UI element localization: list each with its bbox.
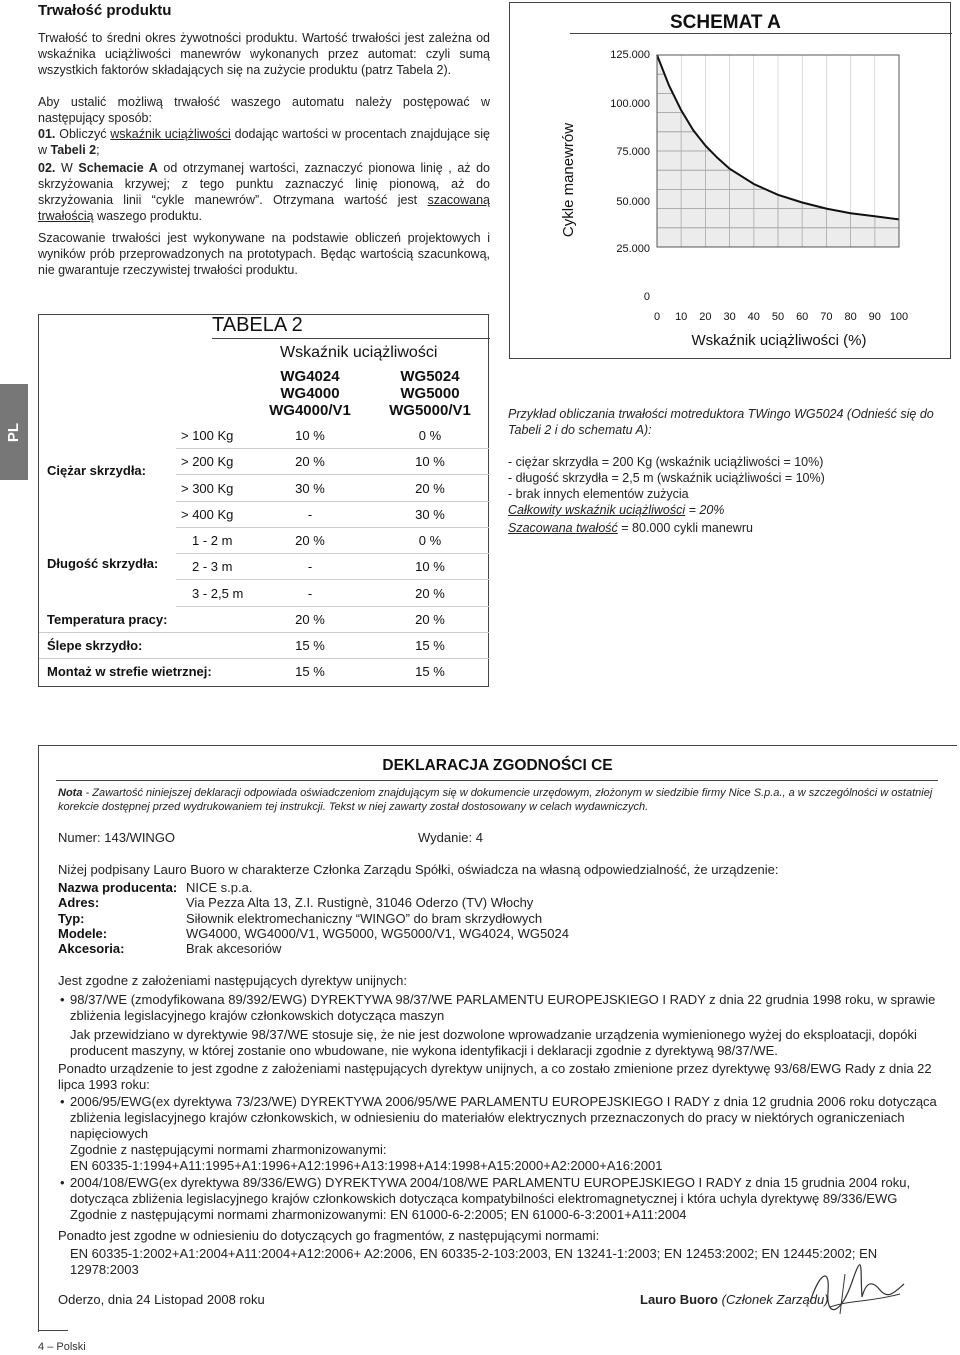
number-label: Numer: (58, 830, 101, 845)
table-cell-col1: 20 % (295, 533, 325, 548)
page-number: 4 (38, 1341, 45, 1353)
table-cell-col2: 15 % (415, 638, 445, 653)
table-2-group-header: Wskaźnik uciążliwości (280, 344, 438, 361)
bullet-icon: • (60, 992, 65, 1007)
field-value: Brak akcesoriów (186, 941, 282, 956)
footer-language: Polski (56, 1341, 86, 1353)
y-tick-label: 125.000 (610, 49, 650, 61)
x-tick-label: 50 (771, 311, 785, 323)
field-value: Via Pezza Alta 13, Z.I. Rustignè, 31046 Oderzo (TV) Włochy (186, 895, 534, 910)
table-row-label: Ciężar skrzydła: (47, 463, 146, 478)
x-tick-label: 80 (844, 311, 857, 323)
step-2-quote: cykle manewrów (155, 193, 256, 207)
table-cell-col1: 20 % (295, 454, 325, 469)
table-cell-col2: 20 % (415, 586, 445, 601)
procedure-intro: Aby ustalić możliwą trwałość waszego automatu należy postępować w następujący sposób: (38, 95, 490, 125)
section-title: Trwałość produktu (38, 2, 172, 19)
procedure-paragraph (38, 94, 490, 224)
example-total-value: = 20% (688, 503, 725, 517)
example-list (508, 454, 960, 536)
step-1-number: 01. (38, 127, 56, 141)
example-estimate-label: Szacowana twałość (508, 521, 618, 535)
estimate-paragraph: Szacowanie trwałości jest wykonywane na podstawie obliczeń projektowych i wyników prób przeprowadzonych na prototypach. Będąc wartością szacunkową, nie gwarantuje rzeczywistej trwałości produktu. (38, 231, 490, 277)
fragments-norms: EN 60335-1:2002+A1:2004+A11:2004+A12:2006+ A2:2006, EN 60335-2-103:2003, EN 13241-1:2003; EN 12453:2002; EN 12445:2002; EN 12978:2003 (70, 1246, 878, 1277)
directive-2: 2006/95/EWG(ex dyrektywa 73/23/WE) DYREKTYWA 2006/95/WE PARLAMENTU EUROPEJSKIEGO I RADY z dnia 12 grudnia 2006 roku dotycząca zbliżenia legislacyjnego krajów członkowskich, w odniesieniu do materiałów elektrycznych przeznaczonych do pracy w niektórych ograniczeniach napięciowych (70, 1094, 937, 1141)
field-label: Akcesoria: (58, 941, 125, 956)
table-row-divider (39, 658, 489, 659)
table-cell-col1: 30 % (295, 481, 325, 496)
field-value: WG4000, WG4000/V1, WG5000, WG5000/V1, WG4024, WG5024 (186, 926, 569, 941)
field-value: NICE s.p.a. (186, 880, 253, 895)
table-row-condition: 1 - 2 m (192, 533, 233, 548)
model-wg4000: WG4000 (280, 385, 340, 402)
table-row-label: Długość skrzydła: (47, 556, 159, 571)
field-label: Typ: (58, 911, 85, 926)
directive-2-norms: EN 60335-1:1994+A11:1995+A1:1996+A12:1996+A13:1998+A14:1998+A15:2000+A2:2000+A16:2001 (70, 1158, 663, 1173)
edition-value: 4 (475, 830, 483, 845)
table-row-divider (176, 606, 489, 607)
step-2: 02. W Schemacie A od otrzymanej wartości, zaznaczyć pionowa linię , aż do skrzyżowania krzywej; z tego punktu zaznaczyć linię pionową, aż do skrzyżowania linii “cykle manewrów”. Otrzymana wartość jest szacowaną trwałością waszego produktu. (38, 161, 490, 223)
step-2-underlined: szacowaną trwałością (38, 193, 490, 223)
field-label: Nazwa producenta: (58, 880, 178, 895)
step-1-ref: Tabeli 2 (50, 143, 97, 157)
x-tick-label: 20 (699, 311, 712, 323)
table-cell-col1: 15 % (295, 638, 325, 653)
table-row-condition: > 300 Kg (181, 481, 234, 496)
directive-1-note: Jak przewidziano w dyrektywie 98/37/WE stosuje się, że nie jest dozwolone wprowadzanie urządzenia wymienionego wyżej do eksploatacji, dopóki producent maszyny, w której zostanie ono wbudowane, nie wykona identyfikacji i deklaracji zgodnie z dyrektywą 98/37/WE. (70, 1027, 917, 1058)
model-wg5024: WG5024 (400, 368, 460, 385)
y-tick-label: 75.000 (616, 146, 650, 158)
step-1-end: ; (96, 143, 100, 157)
declaration-note (58, 786, 938, 814)
table-row-condition: 2 - 3 m (192, 559, 233, 574)
table-2-title: TABELA 2 (212, 314, 303, 336)
table-2-col2-header (370, 368, 490, 419)
language-code: PL (5, 422, 23, 442)
field-label: Modele: (58, 926, 108, 941)
footer-rule (38, 1330, 68, 1331)
signer-role: (Członek Zarządu) (721, 1292, 829, 1307)
y-tick-label: 25.000 (616, 243, 650, 255)
x-tick-label: 40 (747, 311, 760, 323)
x-tick-label: 10 (675, 311, 688, 323)
example-item: - długość skrzydła = 2,5 m (wskaźnik uciążliwości = 10%) (508, 471, 825, 485)
number-value: 143/WINGO (104, 830, 176, 845)
table-row-label: Temperatura pracy: (47, 612, 168, 627)
step-1-text-b: dodając wartości w procentach znajdujące się w (38, 127, 490, 157)
table-row-divider (176, 553, 489, 554)
bullet-icon: • (60, 1175, 65, 1190)
step-2-text-b: od otrzymanej wartości, zaznaczyć pionowa linię , aż do skrzyżowania krzywej; z tego punktu zaznaczyć linię pionową, aż do skrzyżowania linii (38, 161, 490, 207)
step-1-underlined: wskaźnik uciążliwości (110, 127, 231, 141)
table-cell-col1: 20 % (295, 612, 325, 627)
x-tick-label: 100 (889, 311, 909, 323)
conform-intro-2: Ponadto urządzenie to jest zgodne z założeniami następujących dyrektyw unijnych, a co zostało zmienione przez dyrektywę 93/68/EWG Rady z dnia 22 lipca 1993 roku: (58, 1061, 932, 1092)
field-value: Siłownik elektromechaniczny “WINGO” do bram skrzydłowych (186, 911, 543, 926)
fragments-intro: Ponadto jest zgodne w odniesieniu do dotyczących go fragmentów, z następującymi normami: (58, 1228, 600, 1243)
y-tick-label: 50.000 (616, 196, 650, 208)
model-wg4000-v1: WG4000/V1 (269, 402, 351, 419)
table-cell-col2: 10 % (415, 559, 445, 574)
schemat-a-chart (509, 2, 951, 359)
step-2-number: 02. (38, 161, 56, 175)
model-wg4024: WG4024 (280, 368, 340, 385)
x-tick-label: 30 (723, 311, 736, 323)
x-tick-label: 60 (796, 311, 809, 323)
table-cell-col2: 20 % (415, 481, 445, 496)
table-row-divider (176, 448, 489, 449)
signature-image (800, 1262, 910, 1322)
table-cell-col2: 0 % (418, 533, 442, 548)
table-cell-col1: - (307, 507, 313, 522)
table-row-label: Ślepe skrzydło: (47, 638, 143, 653)
example-total (508, 502, 960, 518)
table-cell-col2: 30 % (415, 507, 445, 522)
example-estimate-value: = 80.000 cykli manewru (621, 521, 753, 535)
table-cell-col1: 10 % (295, 428, 325, 443)
step-1 (38, 126, 490, 158)
conform-intro: Jest zgodne z założeniami następujących dyrektyw unijnych: (58, 973, 408, 988)
model-wg5000-v1: WG5000/V1 (389, 402, 471, 419)
bullet-icon: • (60, 1094, 65, 1109)
table-row-divider (176, 527, 489, 528)
table-row-divider (176, 501, 489, 502)
y-axis-label: Cykle manewrów (560, 122, 577, 238)
directive-3: 2004/108/EWG(ex dyrektywa 89/336/EWG) DYREKTYWA 2004/108/WE PARLAMENTU EUROPEJSKIEGO I RADY z dnia 15 grudnia 2004 roku, dotycząca zbliżenia legislacyjnego krajów członkowskich dotycząca kompatybilności elektromagnetycznej i która uchyla dyrektywę 89/336/EWG (70, 1175, 911, 1206)
step-2-end: waszego produktu. (97, 209, 202, 223)
chart-title: SCHEMAT A (670, 12, 781, 33)
declaration-title: DEKLARACJA ZGODNOŚCI CE (382, 757, 613, 774)
example-estimate (508, 520, 960, 536)
step-2-text-c: . Otrzymana wartość jest (259, 193, 418, 207)
example-total-label: Całkowity wskaźnik uciążliwości (508, 503, 686, 517)
step-1-text-a: Obliczyć (59, 127, 107, 141)
table-cell-col2: 20 % (415, 612, 445, 627)
table-row-condition: > 200 Kg (181, 454, 234, 469)
declaration-edition (418, 830, 483, 845)
y-tick-label: 100.000 (610, 98, 650, 110)
model-wg5000: WG5000 (400, 385, 460, 402)
place-date: Oderzo, dnia 24 Listopad 2008 roku (58, 1292, 265, 1307)
example-title: Przykład obliczania trwałości motreduktora TWingo WG5024 (Odnieść się do Tabeli 2 i do schematu A): (508, 407, 934, 437)
example-item: - ciężar skrzydła = 200 Kg (wskaźnik uciążliwości = 10%) (508, 455, 824, 469)
declaration-number (58, 830, 175, 845)
note-label: Nota (58, 787, 83, 799)
page-footer (38, 1341, 86, 1353)
intro-paragraph: Trwałość to średni okres żywotności produktu. Wartość trwałości jest zależna od wskaźnika uciążliwości manewrów wykonanych przez automat: czyli sumą wszystkich faktorów składających się na zużycie produktu (patrz Tabela 2). (38, 31, 490, 77)
x-tick-label: 70 (820, 311, 833, 323)
table-cell-col2: 15 % (415, 664, 445, 679)
table-2-title-rule (212, 338, 490, 339)
table-row-divider (176, 579, 489, 580)
declaration-intro: Niżej podpisany Lauro Buoro w charakterze Członka Zarządu Spółki, oświadcza na własną odpowiedzialność, że urządzenie: (58, 862, 779, 877)
table-row-condition: 3 - 2,5 m (192, 586, 244, 601)
x-tick-label: 90 (868, 311, 881, 323)
step-2-ref: Schemacie A (78, 161, 158, 175)
table-cell-col1: - (307, 559, 313, 574)
table-cell-col2: 10 % (415, 454, 445, 469)
table-row-condition: > 400 Kg (181, 507, 234, 522)
example-item: - brak innych elementów zużycia (508, 487, 689, 501)
x-axis-label: Wskaźnik uciążliwości (%) (691, 332, 867, 349)
table-cell-col1: 15 % (295, 664, 325, 679)
declaration-title-rule (56, 780, 938, 781)
table-2-col1-header (250, 368, 370, 419)
table-row-divider (176, 474, 489, 475)
field-label: Adres: (58, 895, 100, 910)
table-row-label: Montaż w strefie wietrznej: (47, 664, 212, 679)
step-2-text-a: W (60, 161, 73, 175)
directive-3-norms: Zgodnie z następującymi normami zharmonizowanymi: EN 61000-6-2:2005; EN 61000-6-3:2001+A11:2004 (70, 1207, 687, 1222)
directive-2-norms-label: Zgodnie z następującymi normami zharmonizowanymi: (70, 1142, 387, 1157)
language-tab-label (0, 384, 28, 480)
table-row-condition: > 100 Kg (181, 428, 234, 443)
table-row-divider (39, 632, 489, 633)
y-tick-label: 0 (643, 291, 650, 303)
table-cell-col1: - (307, 586, 313, 601)
note-text: - Zawartość niniejszej deklaracji odpowiada oświadczeniom znajdującym się w dokumencie urzędowym, złożonym w siedzibie firmy Nice S.p.a., a w szczególności w ostatniej korekcie dostępnej przed wydrukowaniem tej instrukcji. Tekst w niej zawarty został dostosowany w celach wydawniczych. (58, 787, 933, 813)
table-cell-col2: 0 % (418, 428, 442, 443)
edition-label: Wydanie: (418, 830, 473, 845)
x-tick-label: 0 (653, 311, 661, 323)
signer-name: Lauro Buoro (640, 1292, 718, 1307)
footer-separator: – (47, 1341, 54, 1353)
directive-1: 98/37/WE (zmodyfikowana 89/392/EWG) DYREKTYWA 98/37/WE PARLAMENTU EUROPEJSKIEGO I RADY z dnia 22 grudnia 1998 roku, w sprawie zbliżenia legislacyjnego krajów członkowskich dotycząca maszyn (70, 992, 936, 1023)
